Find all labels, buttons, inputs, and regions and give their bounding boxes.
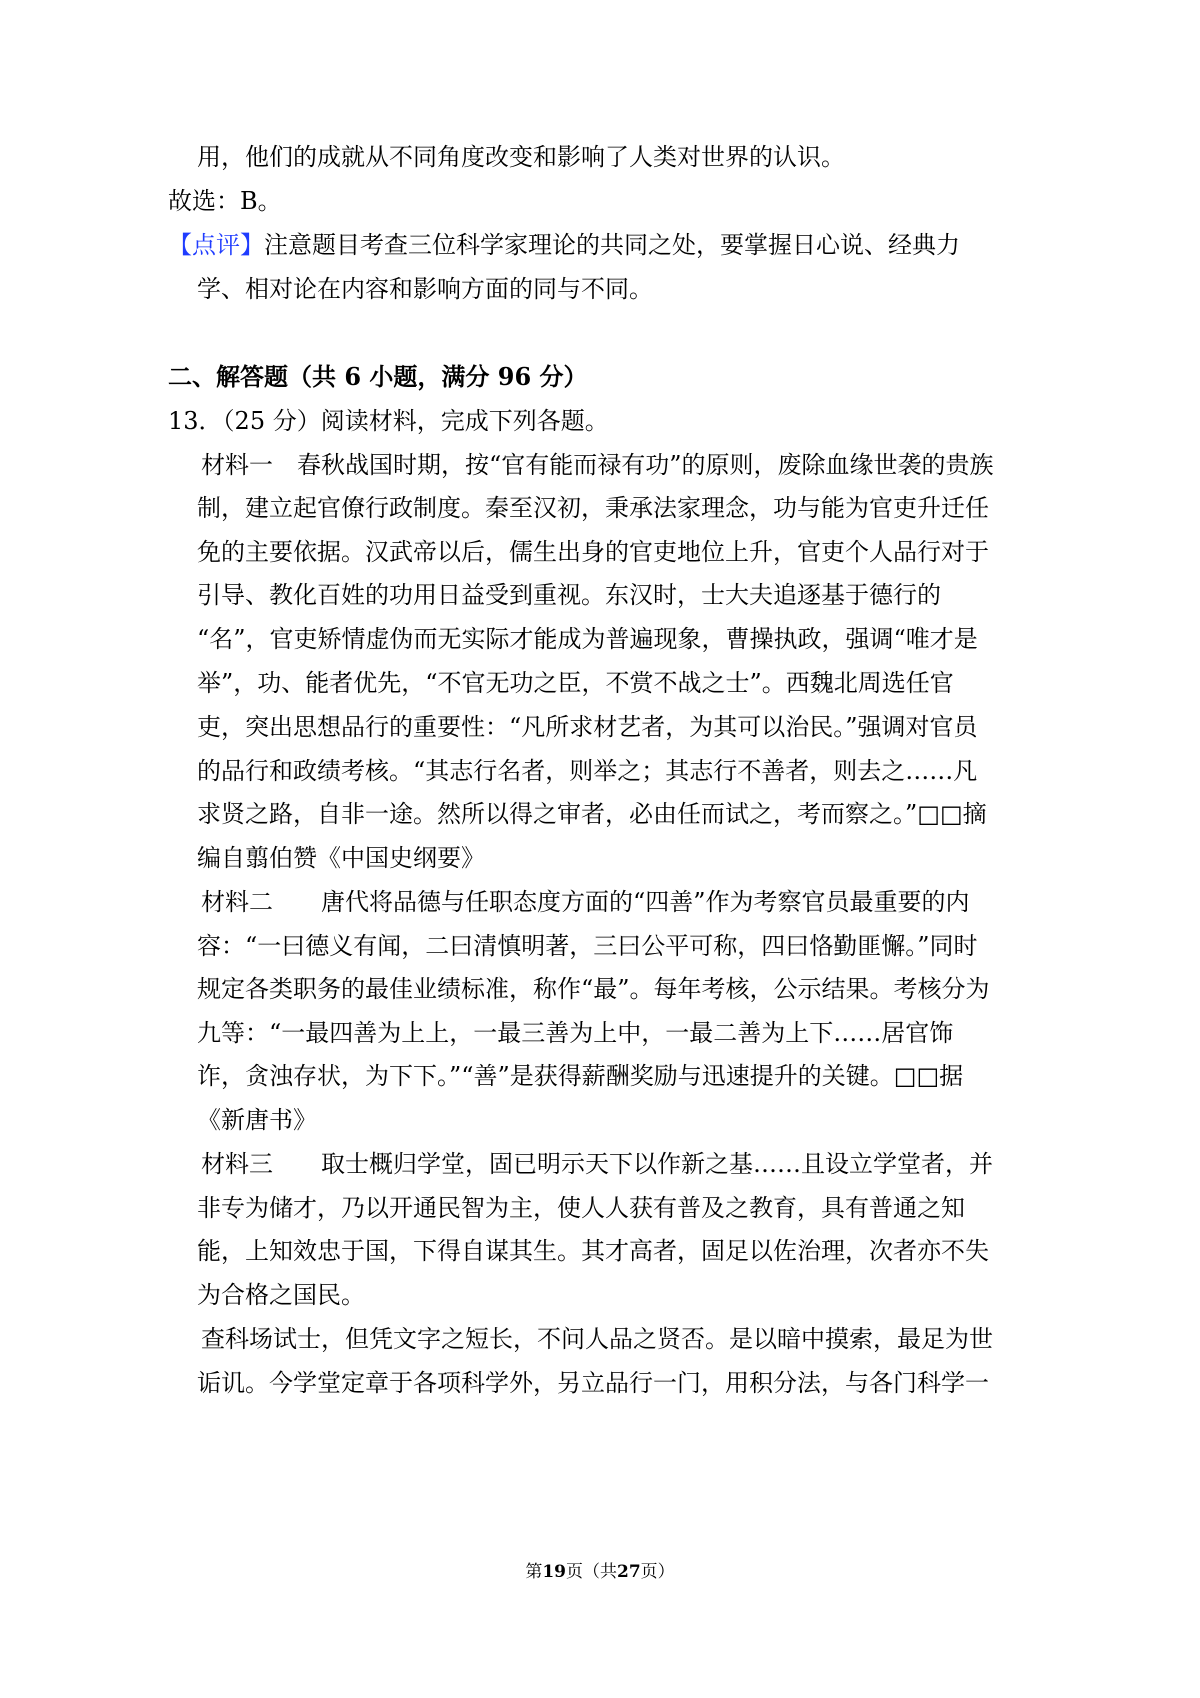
answer-line: 故选：B。 xyxy=(168,187,282,215)
comment-tag: 【点评】 xyxy=(168,231,264,259)
text-line: 学、相对论在内容和影响方面的同与不同。 xyxy=(197,275,653,303)
material3-line: 为合格之国民。 xyxy=(197,1281,365,1309)
material2-line: 容：“一曰德义有闻，二曰清慎明著，三曰公平可称，四曰恪勤匪懈。”同时 xyxy=(197,932,978,960)
material2-line: 材料二 唐代将品德与任职态度方面的“四善”作为考察官员最重要的内 xyxy=(201,888,970,916)
material1-line: 制，建立起官僚行政制度。秦至汉初，秉承法家理念，功与能为官吏升迁任 xyxy=(197,494,989,522)
comment-line xyxy=(168,228,960,262)
material1-line: 吏，突出思想品行的重要性：“凡所求材艺者，为其可以治民。”强调对官员 xyxy=(197,713,978,741)
comment-text: 注意题目考查三位科学家理论的共同之处，要掌握日心说、经典力 xyxy=(264,231,960,259)
material1-line: 引导、教化百姓的功用日益受到重视。东汉时，士大夫追逐基于德行的 xyxy=(197,581,941,609)
text-line: 用，他们的成就从不同角度改变和影响了人类对世界的认识。 xyxy=(197,143,845,171)
material2-line: 九等：“一最四善为上上，一最三善为上中，一最二善为上下……居官饰 xyxy=(197,1019,954,1047)
material1-line: 免的主要依据。汉武帝以后，儒生出身的官吏地位上升，官吏个人品行对于 xyxy=(197,538,989,566)
footer-pre: 第 xyxy=(525,1562,543,1582)
material3-line: 能，上知效忠于国，下得自谋其生。其才高者，固足以佐治理，次者亦不失 xyxy=(197,1237,989,1265)
material1-line: 的品行和政绩考核。“其志行名者，则举之；其志行不善者，则去之……凡 xyxy=(197,757,978,785)
material3-line: 材料三 取士概归学堂，固已明示天下以作新之基……且设立学堂者，并 xyxy=(201,1150,993,1178)
material1-line: “名”，官吏矫情虚伪而无实际才能成为普遍现象，曹操执政，强调“唯才是 xyxy=(197,625,978,653)
material1-line: 编自翦伯赞《中国史纲要》 xyxy=(197,844,485,872)
total-page-number: 27 xyxy=(617,1562,641,1582)
page-footer xyxy=(0,1560,1200,1584)
material3-line: 诟讥。今学堂定章于各项科学外，另立品行一门，用积分法，与各门科学一 xyxy=(197,1369,989,1397)
material3-line: 非专为储才，乃以开通民智为主，使人人获有普及之教育，具有普通之知 xyxy=(197,1194,965,1222)
question-line xyxy=(168,404,609,438)
material1-line: 举”，功、能者优先，“不官无功之臣，不赏不战之士”。西魏北周选任官 xyxy=(197,669,954,697)
question-text: （25 分）阅读材料，完成下列各题。 xyxy=(222,407,609,435)
footer-post: 页） xyxy=(640,1562,675,1582)
material3-line: 查科场试士，但凭文字之短长，不问人品之贤否。是以暗中摸索，最足为世 xyxy=(201,1325,993,1353)
material2-line: 诈，贪浊存状，为下下。”“善”是获得薪酬奖励与迅速提升的关键。□□据 xyxy=(197,1062,964,1090)
section-title: 二、解答题（共 6 小题，满分 96 分） xyxy=(168,362,588,391)
material2-line: 《新唐书》 xyxy=(197,1106,317,1134)
question-number: 13． xyxy=(168,407,223,435)
footer-mid: 页（共 xyxy=(566,1562,617,1582)
material1-line: 求贤之路，自非一途。然所以得之审者，必由任而试之，考而察之。”□□摘 xyxy=(197,800,987,828)
material1-line: 材料一 春秋战国时期，按“官有能而禄有功”的原则，废除血缘世袭的贵族 xyxy=(201,451,994,479)
current-page-number: 19 xyxy=(542,1562,566,1582)
material2-line: 规定各类职务的最佳业绩标准，称作“最”。每年考核，公示结果。考核分为 xyxy=(197,975,990,1003)
